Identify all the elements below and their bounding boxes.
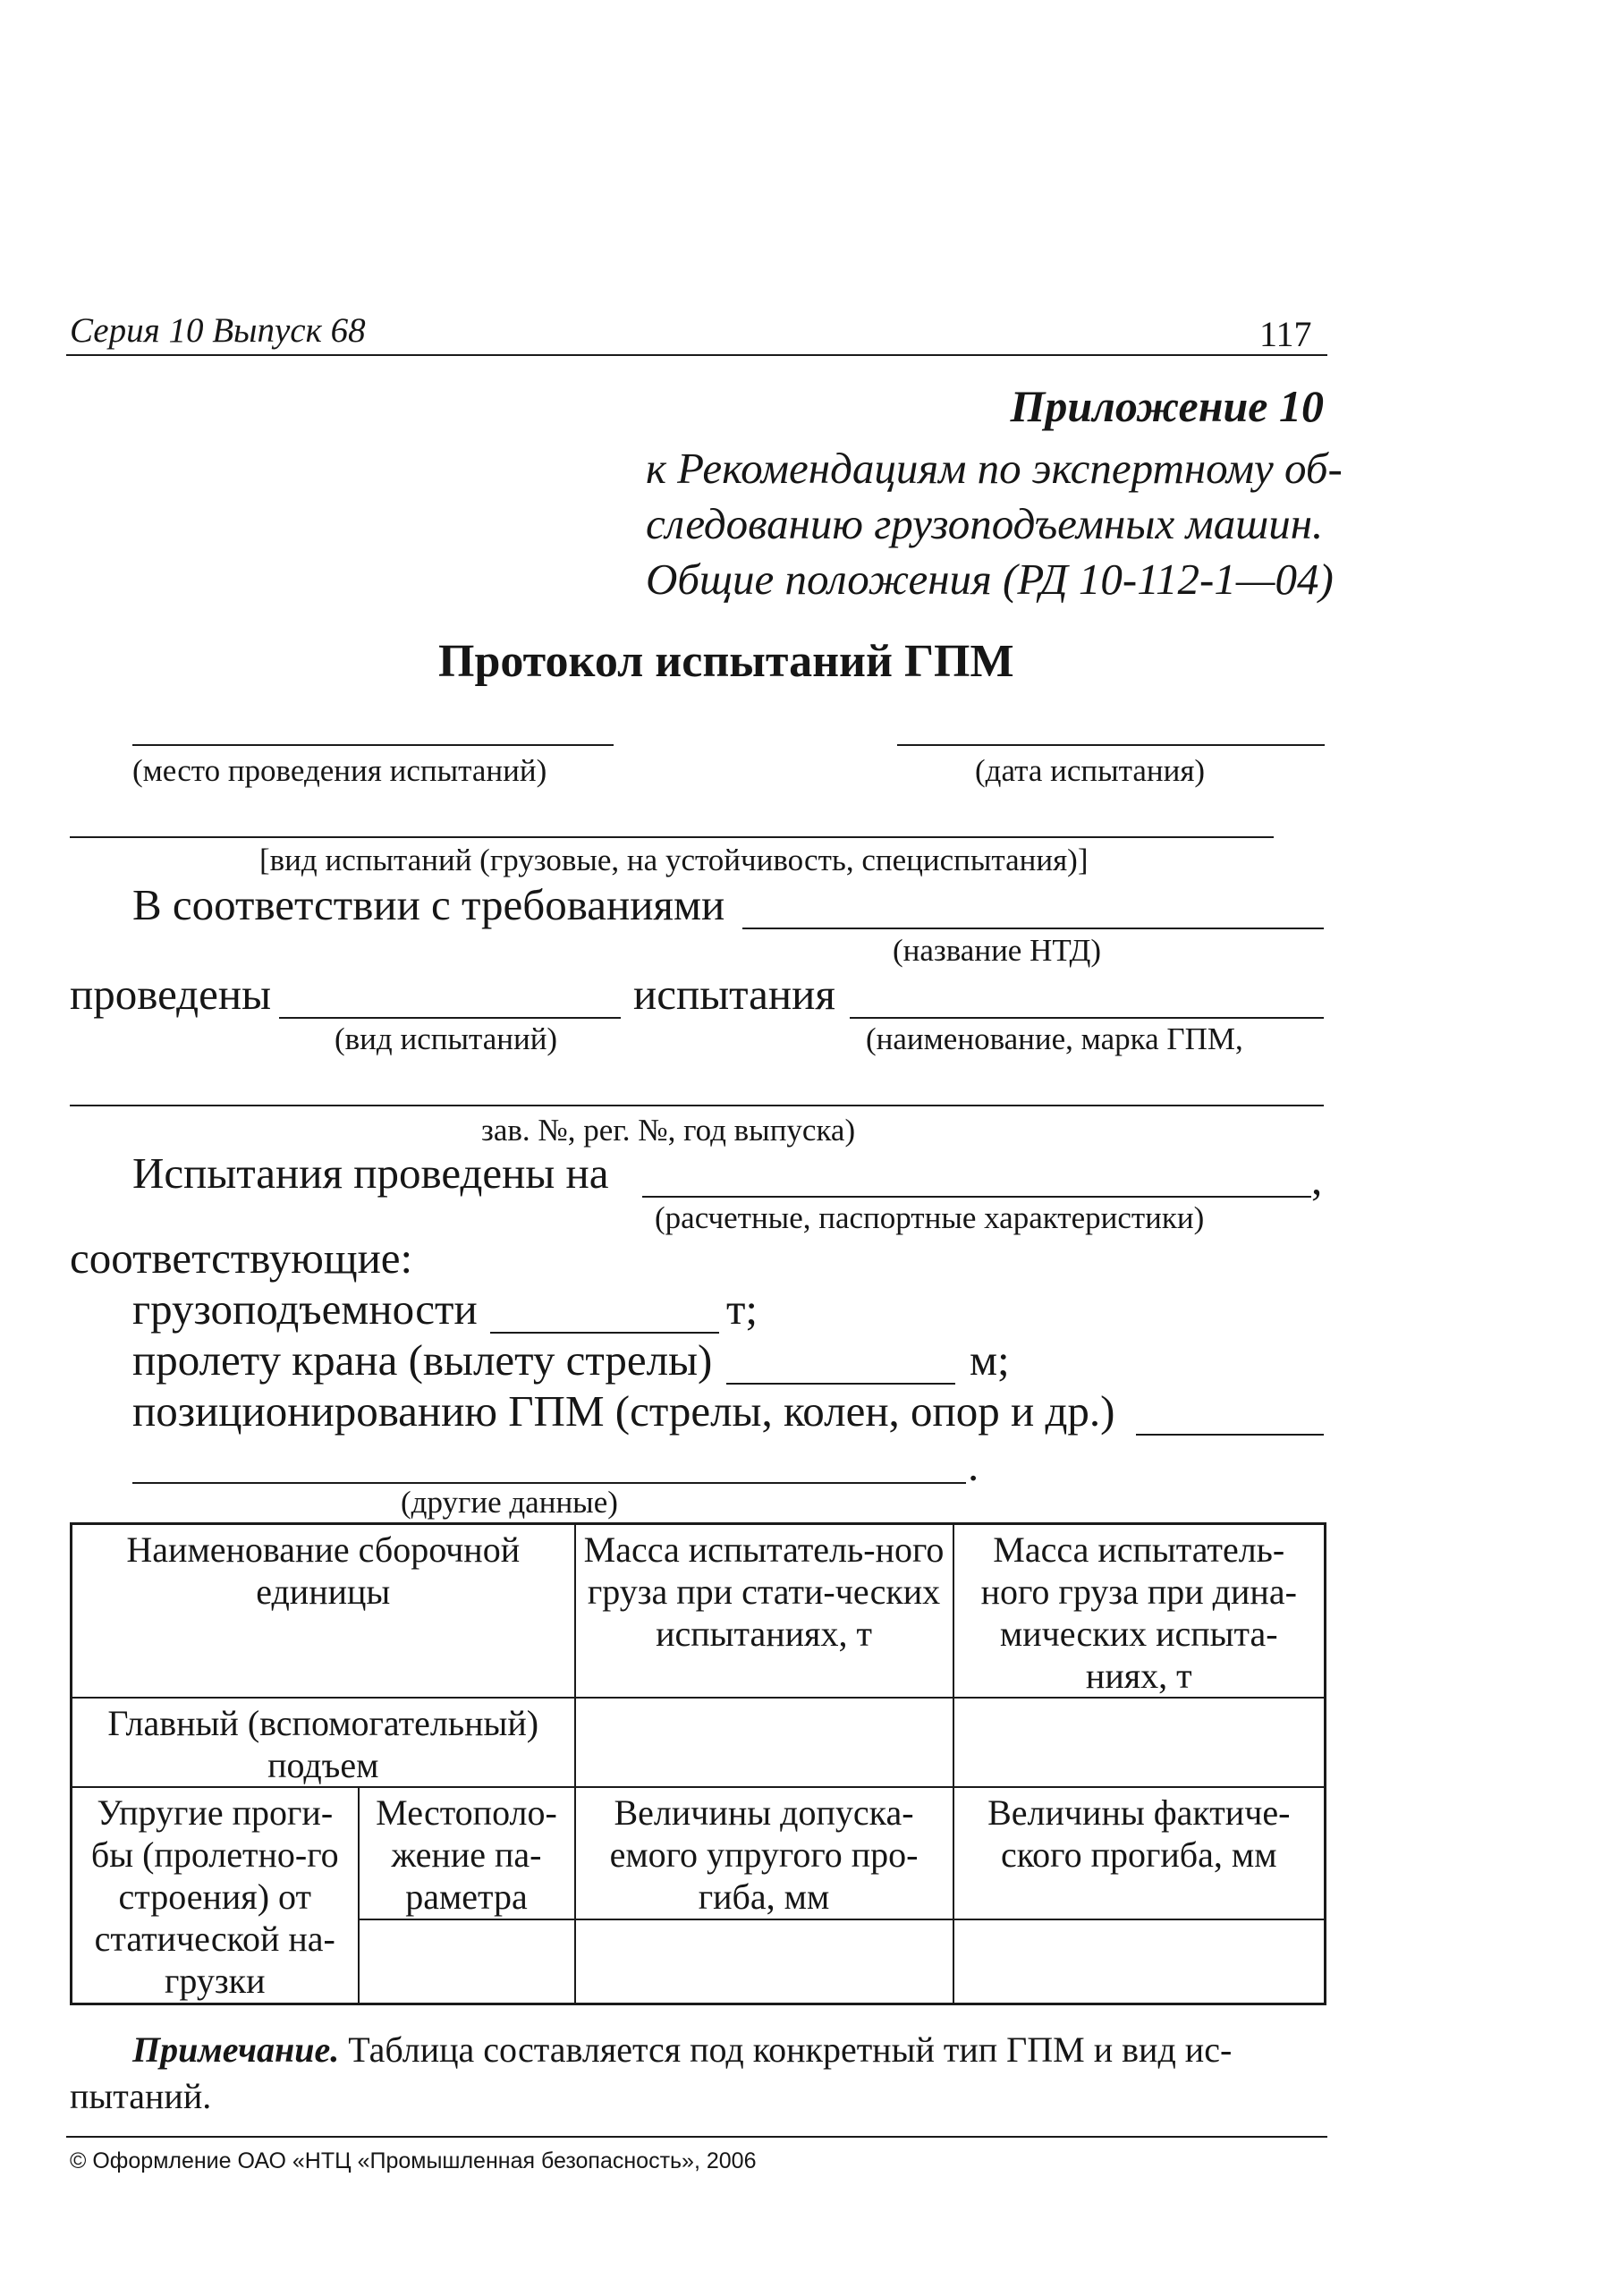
appendix-line-1: к Рекомендациям по экспертному об- (646, 444, 1343, 493)
capacity-field (490, 1332, 719, 1334)
span-unit: м; (970, 1335, 1010, 1385)
series-header: Серия 10 Выпуск 68 (70, 311, 366, 350)
capacity-label: грузоподъемности (132, 1284, 478, 1334)
header-static-mass: Масса испытатель-ного груза при стати-ческих испытаниях, т (575, 1524, 953, 1699)
table-header-row (72, 1524, 1326, 1699)
ntd-caption: (название НТД) (893, 933, 1102, 968)
characteristics-caption: (расчетные, паспортные характеристики) (655, 1200, 1205, 1235)
tests-label: испытания (633, 970, 835, 1019)
deflection-label-cell: Упругие проги-бы (пролетно-го строения) от статической на-грузки (72, 1787, 359, 2004)
appendix-title: Приложение 10 (1010, 381, 1324, 431)
actual-deflection-cell: Величины фактиче-ского прогиба, мм (953, 1787, 1326, 1919)
tests-on-comma: , (1311, 1155, 1323, 1204)
test-table (70, 1522, 1326, 2005)
characteristics-field (642, 1196, 1311, 1198)
ntd-field (742, 928, 1324, 929)
allowed-deflection-cell: Величины допуска-емого упругого про-гиба, мм (575, 1787, 953, 1919)
other-data-caption: (другие данные) (401, 1485, 618, 1520)
main-lift-dynamic-cell (953, 1698, 1326, 1787)
footer-copyright: © Оформление ОАО «НТЦ «Промышленная безопасность», 2006 (70, 2148, 757, 2173)
place-caption: (место проведения испытаний) (132, 753, 547, 788)
empty-cell (953, 1919, 1326, 2004)
empty-cell (359, 1919, 575, 2004)
note-text: Таблица составляется под конкретный тип ГПМ и вид ис- (339, 2029, 1233, 2070)
empty-cell (575, 1919, 953, 2004)
main-lift-static-cell (575, 1698, 953, 1787)
note-continuation: пытаний. (70, 2076, 212, 2116)
span-label: пролету крана (вылету стрелы) (132, 1335, 713, 1385)
test-type-caption: (вид испытаний) (335, 1021, 558, 1056)
according-label: В соответствии с требованиями (132, 880, 725, 929)
capacity-unit: т; (726, 1284, 758, 1334)
test-kind-field (70, 836, 1274, 838)
appendix-line-3: Общие положения (РД 10-112-1—04) (646, 555, 1334, 604)
note (132, 2029, 1232, 2071)
test-type-field (279, 1017, 621, 1019)
main-lift-cell: Главный (вспомогательный) подъем (72, 1698, 575, 1787)
tests-on-label: Испытания проведены на (132, 1148, 609, 1198)
header-assembly-unit: Наименование сборочной единицы (72, 1524, 575, 1699)
gpm-name-caption: (наименование, марка ГПМ, (866, 1021, 1243, 1056)
place-field (132, 744, 614, 746)
appendix-line-2: следованию грузоподъемных машин. (646, 499, 1324, 548)
performed-label: проведены (70, 970, 271, 1019)
positioning-label: позиционированию ГПМ (стрелы, колен, опор и др.) (132, 1386, 1115, 1436)
document-title: Протокол испытаний ГПМ (438, 636, 1014, 687)
corresponding-label: соответствующие: (70, 1233, 413, 1283)
note-label: Примечание. (132, 2029, 340, 2070)
gpm-name-field (850, 1017, 1324, 1019)
test-kind-caption: [вид испытаний (грузовые, на устойчивость, специспытания)] (259, 843, 1089, 877)
gpm-numbers-field (70, 1105, 1324, 1106)
param-location-cell: Местополо-жение па-раметра (359, 1787, 575, 1919)
page-number: 117 (1259, 314, 1312, 354)
header-dynamic-mass: Масса испытатель-ного груза при дина-мических испыта-ниях, т (953, 1524, 1326, 1699)
other-data-field (132, 1482, 966, 1484)
positioning-field (1136, 1434, 1324, 1436)
other-data-period: . (968, 1441, 979, 1490)
gpm-numbers-caption: зав. №, рег. №, год выпуска) (481, 1113, 856, 1148)
table-row (72, 1787, 1326, 1919)
table-row (72, 1698, 1326, 1787)
date-field (897, 744, 1325, 746)
date-caption: (дата испытания) (975, 753, 1206, 788)
span-field (726, 1383, 955, 1385)
header-rule (66, 354, 1327, 356)
footer-rule (66, 2136, 1327, 2138)
